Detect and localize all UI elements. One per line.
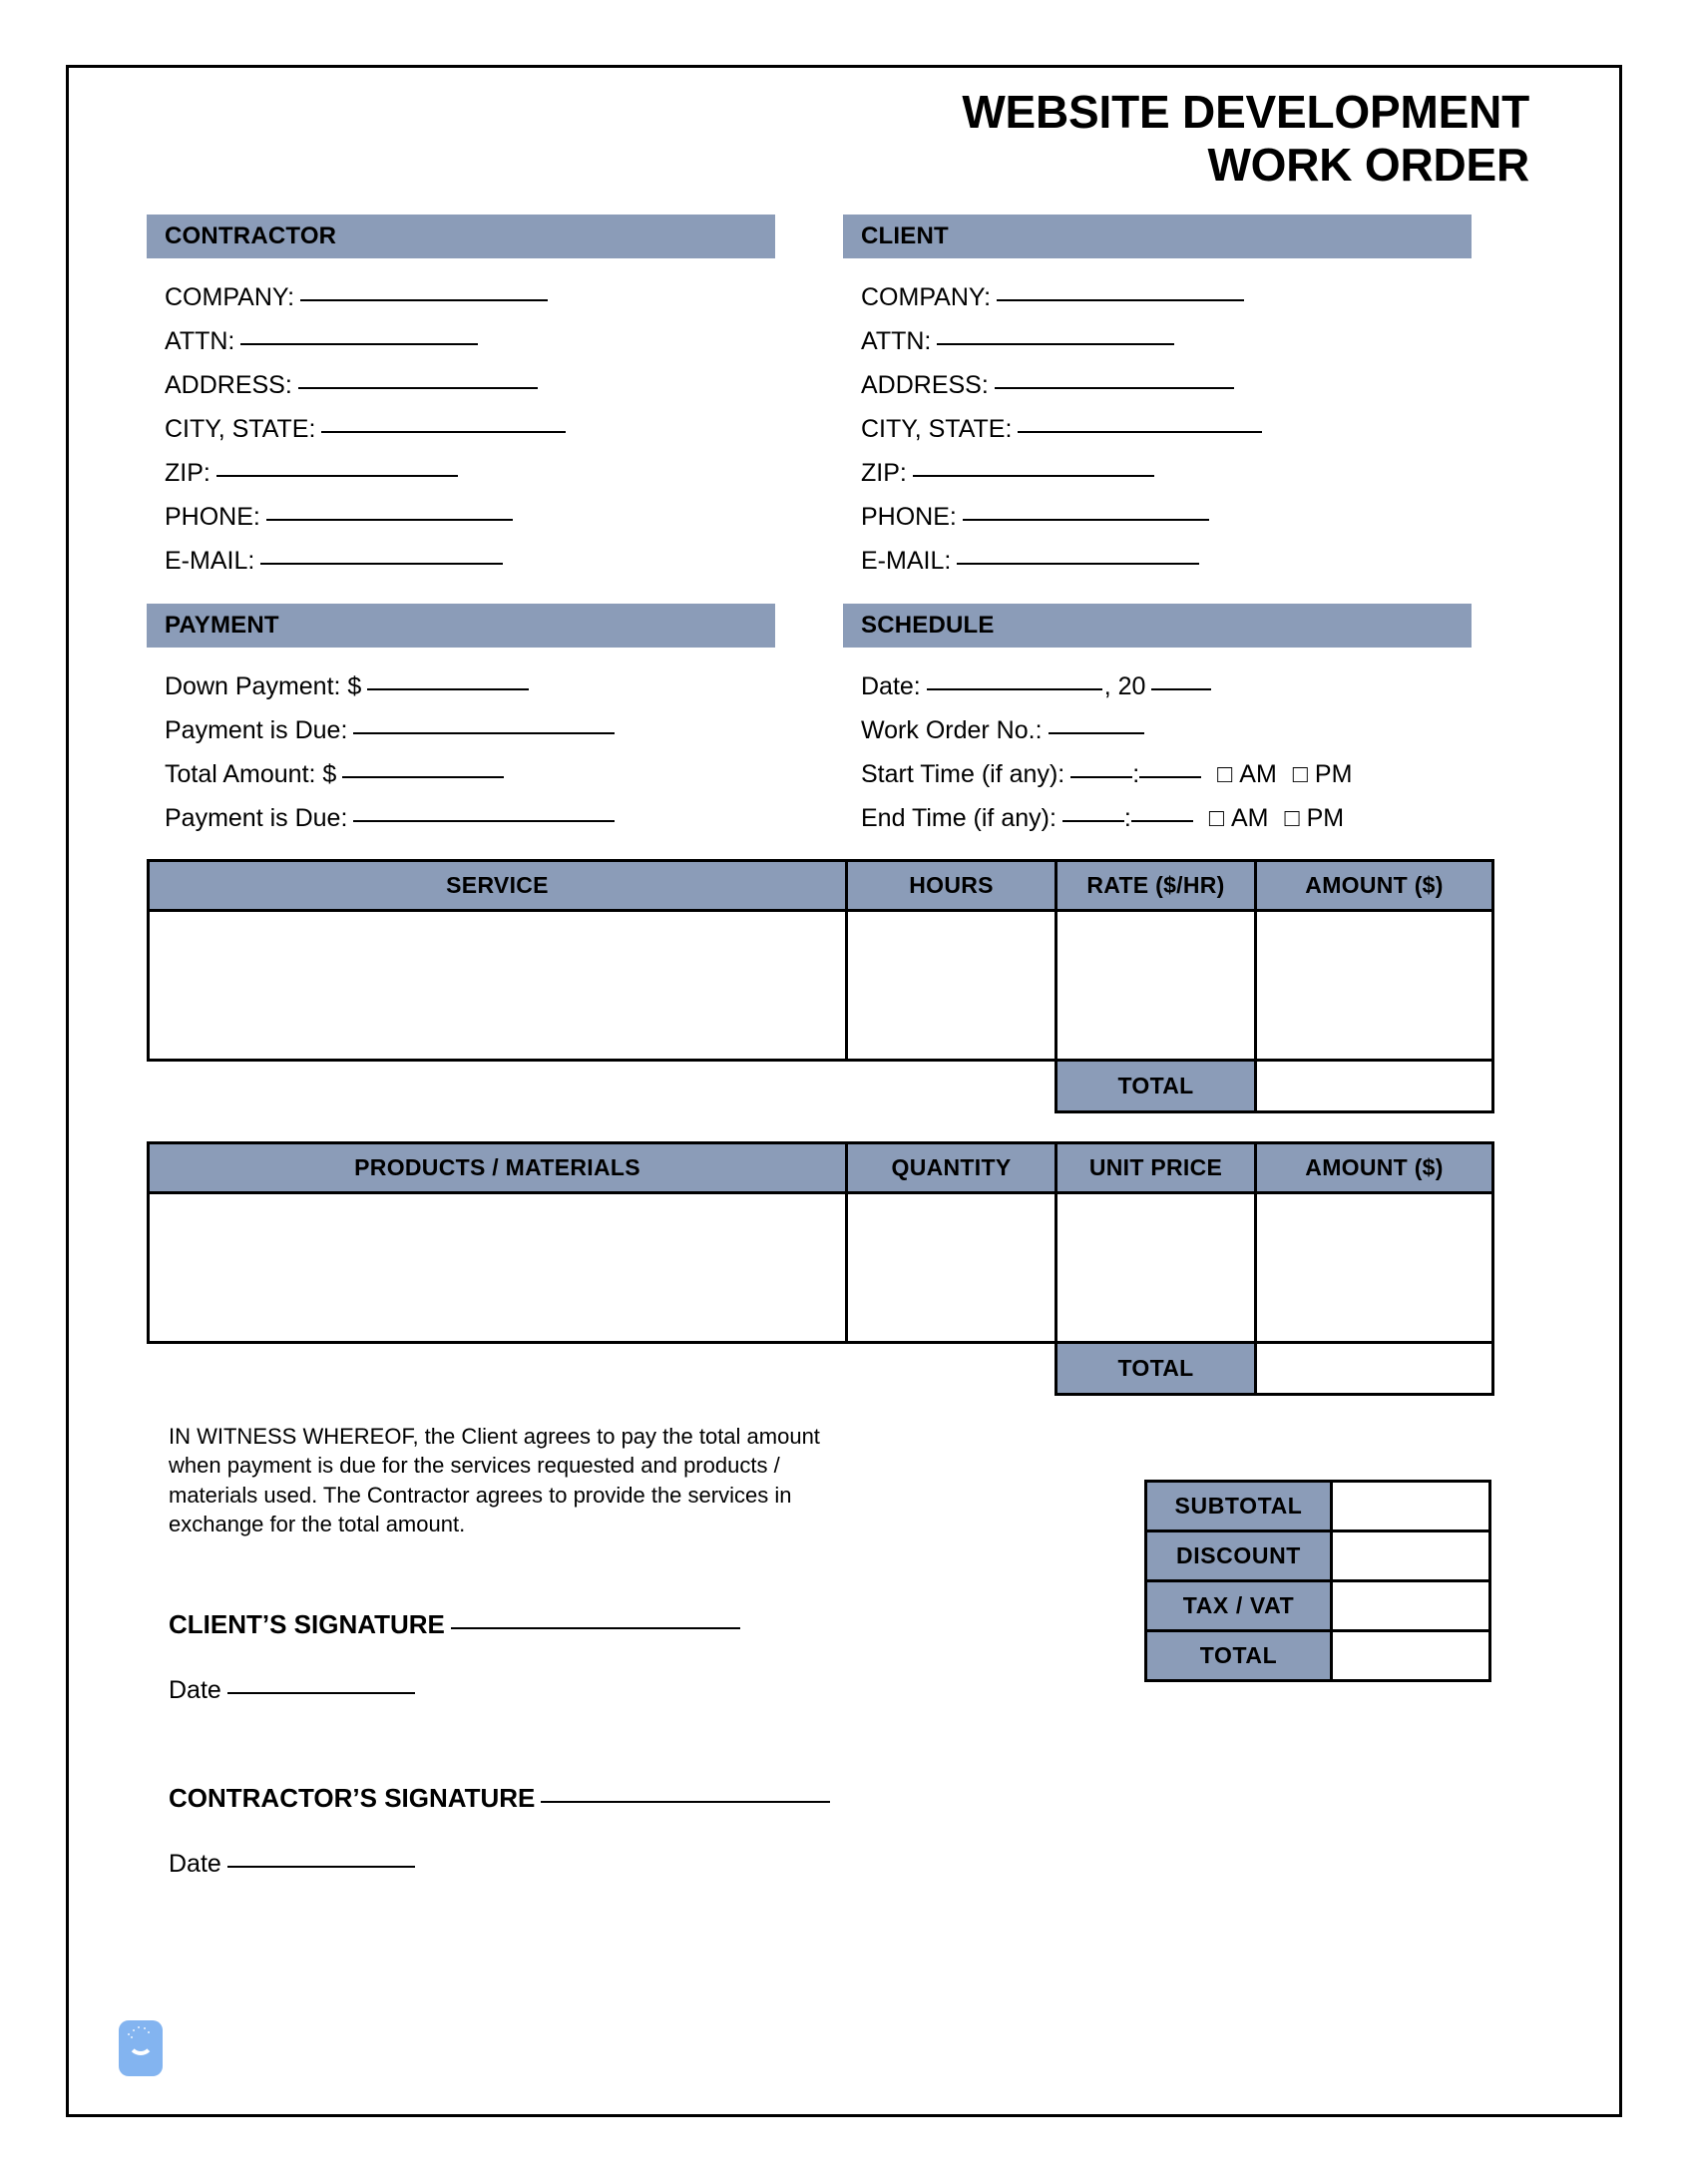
schedule-date-input[interactable] [927, 688, 1102, 690]
schedule-start-minute-input[interactable] [1139, 776, 1201, 778]
client-signature-line [169, 1609, 1144, 1640]
product-quantity-cell[interactable] [847, 1192, 1056, 1342]
smiley-document-logo-icon [119, 2020, 163, 2076]
witness-and-signatures [147, 1422, 1144, 1879]
products-total-row [149, 1342, 1493, 1394]
amount-col-header: AMOUNT ($) [1256, 860, 1493, 910]
client-label-zip: ZIP: [861, 458, 907, 487]
client-field-address [861, 370, 1472, 399]
schedule-start-time-row [861, 759, 1472, 788]
column-gap-2 [775, 604, 843, 831]
client-input-company[interactable] [997, 299, 1244, 301]
contractor-field-list [147, 258, 775, 574]
contractor-input-company[interactable] [300, 299, 548, 301]
summary-value-subtotal[interactable] [1332, 1481, 1490, 1530]
summary-row-total [1146, 1630, 1490, 1680]
contractor-field-phone [165, 502, 775, 531]
client-field-company [861, 282, 1472, 311]
title-line-2: WORK ORDER [1207, 139, 1529, 192]
contractor-label-e-mail: E-MAIL: [165, 546, 255, 575]
payment-heading: PAYMENT [147, 604, 775, 648]
client-date-rule[interactable] [227, 1692, 415, 1694]
payment-schedule-section [147, 604, 1543, 831]
payment-field-list [147, 648, 775, 831]
payment-label-down-payment: Down Payment: $ [165, 671, 362, 700]
page-title [147, 86, 1543, 193]
payment-field-total-amount [165, 759, 775, 788]
payment-label-payment-is-due: Payment is Due: [165, 715, 348, 744]
contractor-label-phone: PHONE: [165, 502, 260, 531]
payment-input-payment-is-due[interactable] [353, 732, 615, 734]
contractor-label-address: ADDRESS: [165, 370, 292, 399]
client-field-list [843, 258, 1472, 574]
payment-input-down-payment[interactable] [367, 688, 529, 690]
schedule-date-year-input[interactable] [1151, 688, 1211, 690]
client-label-company: COMPANY: [861, 282, 992, 311]
service-rate-cell[interactable] [1056, 910, 1256, 1060]
client-field-attn [861, 326, 1472, 355]
payment-input-total-amount[interactable] [342, 776, 504, 778]
schedule-end-time-row [861, 803, 1472, 832]
contractor-date-line [169, 1850, 1144, 1879]
service-desc-cell[interactable] [149, 910, 847, 1060]
payment-label-total-amount: Total Amount: $ [165, 759, 337, 788]
schedule-work-order-row [861, 715, 1472, 744]
client-signature-label: CLIENT’S SIGNATURE [169, 1608, 445, 1639]
summary-row-tax-vat [1146, 1580, 1490, 1630]
client-field-zip [861, 458, 1472, 487]
schedule-end-time-label: End Time (if any): [861, 803, 1056, 832]
service-total-label: TOTAL [1056, 1060, 1256, 1111]
schedule-start-time-label: Start Time (if any): [861, 759, 1065, 788]
summary-row-subtotal [1146, 1481, 1490, 1530]
service-table-header-row [149, 860, 1493, 910]
client-signature-block [169, 1609, 1144, 1705]
service-total-spacer-1 [149, 1060, 847, 1111]
products-total-label: TOTAL [1056, 1342, 1256, 1394]
service-total-value[interactable] [1256, 1060, 1493, 1111]
products-total-spacer-2 [847, 1342, 1056, 1394]
client-input-zip[interactable] [913, 475, 1154, 477]
hours-col-header: HOURS [847, 860, 1056, 910]
contractor-field-city-state [165, 414, 775, 443]
client-block [843, 215, 1472, 574]
schedule-end-am-checkbox[interactable]: □ [1208, 803, 1224, 832]
contractor-signature-rule[interactable] [541, 1801, 830, 1803]
client-field-phone [861, 502, 1472, 531]
products-total-value[interactable] [1256, 1342, 1493, 1394]
client-input-e-mail[interactable] [957, 563, 1199, 565]
service-amount-cell[interactable] [1256, 910, 1493, 1060]
contractor-label-company: COMPANY: [165, 282, 295, 311]
contractor-date-rule[interactable] [227, 1866, 415, 1868]
summary-label-subtotal: SUBTOTAL [1146, 1481, 1332, 1530]
contractor-signature-line [169, 1783, 1144, 1814]
contractor-field-e-mail [165, 546, 775, 575]
summary-value-discount[interactable] [1332, 1530, 1490, 1580]
contractor-signature-block [169, 1783, 1144, 1879]
client-field-e-mail [861, 546, 1472, 575]
schedule-date-row [861, 671, 1472, 700]
contractor-block [147, 215, 775, 574]
table-row [149, 910, 1493, 1060]
service-total-row [149, 1060, 1493, 1111]
schedule-field-list [843, 648, 1472, 831]
summary-row-discount [1146, 1530, 1490, 1580]
products-table-header-row [149, 1142, 1493, 1192]
column-gap [775, 215, 843, 574]
schedule-work-order-input[interactable] [1049, 732, 1144, 734]
title-line-1: WEBSITE DEVELOPMENT [962, 86, 1529, 138]
client-input-address[interactable] [995, 387, 1234, 389]
contractor-date-label: Date [169, 1849, 221, 1878]
quantity-col-header: QUANTITY [847, 1142, 1056, 1192]
contractor-input-city-state[interactable] [321, 431, 566, 433]
summary-label-total: TOTAL [1146, 1630, 1332, 1680]
service-col-header: SERVICE [149, 860, 847, 910]
contractor-signature-label: CONTRACTOR’S SIGNATURE [169, 1782, 536, 1813]
payment-field-down-payment [165, 671, 775, 700]
summary-label-tax-vat: TAX / VAT [1146, 1580, 1332, 1630]
contractor-input-phone[interactable] [266, 519, 513, 521]
summary-value-total[interactable] [1332, 1630, 1490, 1680]
page-frame [66, 65, 1622, 2117]
schedule-start-hour-input[interactable] [1070, 776, 1132, 778]
products-amount-col-header: AMOUNT ($) [1256, 1142, 1493, 1192]
product-unit-price-cell[interactable] [1056, 1192, 1256, 1342]
client-signature-rule[interactable] [451, 1627, 740, 1629]
schedule-end-am-label: AM [1230, 803, 1269, 832]
payment-field-payment-is-due [165, 715, 775, 744]
rate-col-header: RATE ($/HR) [1056, 860, 1256, 910]
contractor-field-zip [165, 458, 775, 487]
payment-block [147, 604, 775, 831]
schedule-start-pm-checkbox[interactable]: □ [1292, 759, 1308, 788]
schedule-start-am-label: AM [1239, 759, 1277, 788]
products-col-header: PRODUCTS / MATERIALS [149, 1142, 847, 1192]
products-table [147, 1141, 1494, 1396]
table-row [149, 1192, 1493, 1342]
contractor-input-address[interactable] [298, 387, 538, 389]
summary-area [1144, 1422, 1491, 1879]
logo-smile [128, 2042, 154, 2055]
schedule-start-am-checkbox[interactable]: □ [1217, 759, 1233, 788]
witness-clause: IN WITNESS WHEREOF, the Client agrees to pay the total amount when payment is due for the services requested and products / materials used. The Contractor agrees to provide the services in exchange for the total amount. [169, 1423, 820, 1537]
schedule-end-hour-input[interactable] [1062, 820, 1124, 822]
schedule-work-order-label: Work Order No.: [861, 715, 1043, 744]
contractor-field-company [165, 282, 775, 311]
product-amount-cell[interactable] [1256, 1192, 1493, 1342]
contractor-input-e-mail[interactable] [260, 563, 503, 565]
schedule-start-pm-label: PM [1314, 759, 1353, 788]
schedule-start-time-colon: : [1132, 759, 1140, 788]
client-label-e-mail: E-MAIL: [861, 546, 952, 575]
summary-label-discount: DISCOUNT [1146, 1530, 1332, 1580]
contractor-input-attn[interactable] [240, 343, 478, 345]
unit-price-col-header: UNIT PRICE [1056, 1142, 1256, 1192]
client-date-label: Date [169, 1675, 221, 1704]
client-date-line [169, 1676, 1144, 1705]
logo-dots [126, 2026, 156, 2038]
schedule-heading: SCHEDULE [843, 604, 1472, 648]
schedule-end-minute-input[interactable] [1131, 820, 1193, 822]
contractor-field-attn [165, 326, 775, 355]
schedule-end-pm-checkbox[interactable]: □ [1284, 803, 1300, 832]
schedule-date-year-prefix: , 20 [1103, 671, 1146, 700]
contractor-heading: CONTRACTOR [147, 215, 775, 258]
contractor-label-city-state: CITY, STATE: [165, 414, 316, 443]
contractor-label-zip: ZIP: [165, 458, 211, 487]
schedule-end-pm-label: PM [1306, 803, 1345, 832]
service-total-spacer-2 [847, 1060, 1056, 1111]
payment-input-payment-is-due[interactable] [353, 820, 615, 822]
parties-section [147, 215, 1543, 574]
products-total-spacer-1 [149, 1342, 847, 1394]
contractor-label-attn: ATTN: [165, 326, 235, 355]
schedule-end-time-colon: : [1123, 803, 1131, 832]
client-field-city-state [861, 414, 1472, 443]
payment-field-payment-is-due [165, 803, 775, 832]
schedule-block [843, 604, 1472, 831]
client-label-city-state: CITY, STATE: [861, 414, 1013, 443]
schedule-date-label: Date: [861, 671, 921, 700]
payment-label-payment-is-due: Payment is Due: [165, 803, 348, 832]
service-table [147, 859, 1494, 1113]
client-heading: CLIENT [843, 215, 1472, 258]
product-desc-cell[interactable] [149, 1192, 847, 1342]
client-label-address: ADDRESS: [861, 370, 989, 399]
client-input-attn[interactable] [937, 343, 1174, 345]
contractor-input-zip[interactable] [216, 475, 458, 477]
summary-value-tax-vat[interactable] [1332, 1580, 1490, 1630]
summary-table [1144, 1480, 1491, 1682]
client-input-phone[interactable] [963, 519, 1209, 521]
client-input-city-state[interactable] [1018, 431, 1262, 433]
client-label-attn: ATTN: [861, 326, 932, 355]
client-label-phone: PHONE: [861, 502, 957, 531]
service-hours-cell[interactable] [847, 910, 1056, 1060]
contractor-field-address [165, 370, 775, 399]
lower-section [147, 1422, 1543, 1879]
